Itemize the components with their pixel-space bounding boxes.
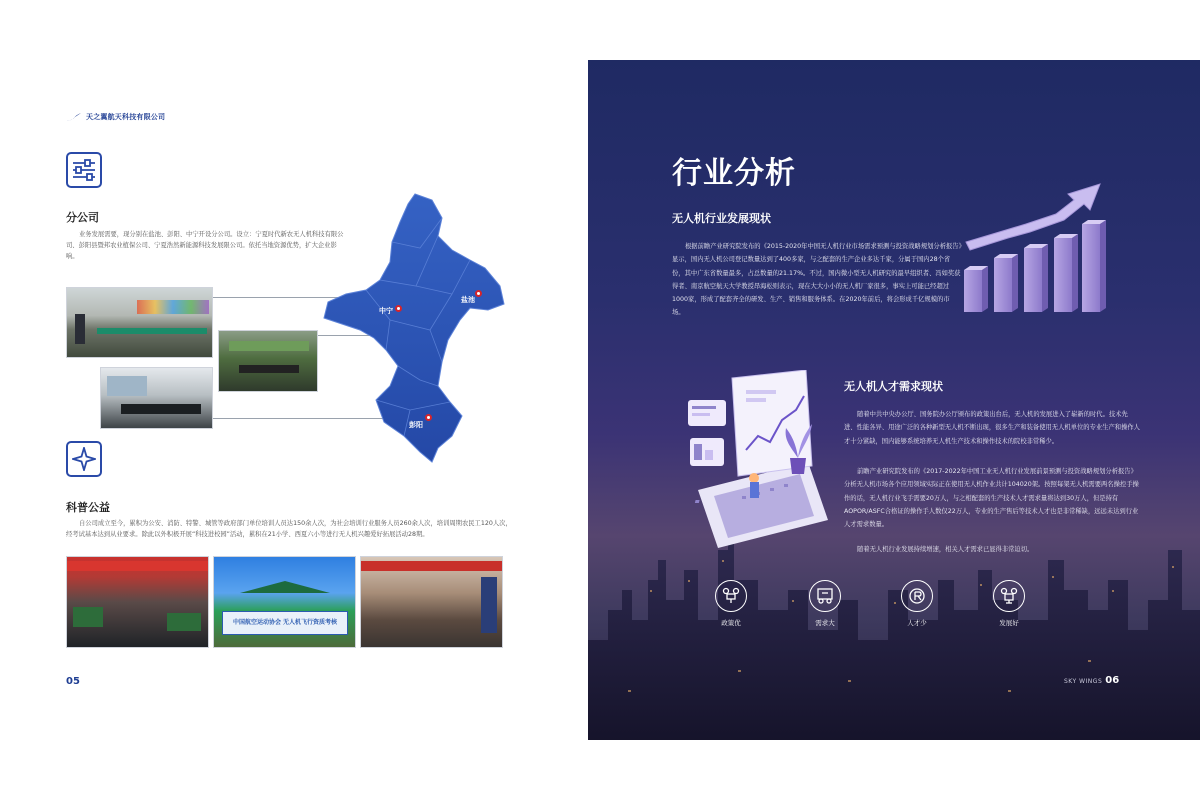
feature-label-demand: 需求大 xyxy=(815,619,835,627)
left-page xyxy=(0,0,588,800)
growth-bars-illustration xyxy=(960,180,1110,320)
charity-text: 自公司成立至今，累积为公安、消防、特警、城管等政府部门单位培训人员达150余人次，为社会培训行业服务人员260余人次，培训周期农民工120人次，经考试基本达到从业要求。除此以外积极开展“科技进校园”活动，累积在21小学、西夏六小等进行无人机兴趣爱好拓展活动28期。 xyxy=(66,520,512,538)
branch-photo-training-room xyxy=(66,287,213,358)
map-label-pengyang: 彭阳 xyxy=(409,421,423,429)
drone-policy-icon xyxy=(715,580,747,612)
industry-status-text: 根据前瞻产业研究院发布的《2015-2020年中国无人机行业市场需求预测与投资战略规划分析报告》显示，国内无人机公司登记数量达到了400多家，与之配套的生产企业多达千家，分属于国内28个省份，其中广东省数量最多，占总数量的21.17%。不过，国内微小型无人机研究的最早组织者、冯如奖获得者、南京航空航天大学教授昂海松则表示，现在大大小小的无人机厂家很多，事实上可能已经超过1000家，形成了配套齐全的研发、生产、销售和服务体系。在2020年前后，将会形成千亿规模的市场。 xyxy=(672,243,962,317)
branch-photo-drone-display xyxy=(218,330,318,392)
map-label-yanchi: 盐池 xyxy=(461,296,475,304)
brand-footer-text: SKY WINGS xyxy=(1064,678,1103,685)
feature-label-policy: 政策优 xyxy=(721,619,741,627)
feature-growth xyxy=(992,580,1026,627)
company-logo-text: 天之翼航天科技有限公司 xyxy=(86,113,166,121)
industry-status-subtitle: 无人机行业发展现状 xyxy=(672,212,771,225)
sliders-icon xyxy=(66,152,102,188)
talent-demand-text-2: 前瞻产业研究院发布的《2017-2022年中国工业无人机行业发展前景预测与投资战略规划分析报告》分析无人机市场各个应用领域实际正在使用无人机作业共计104020架。按照每架无人机需要两名操控手操作的话，无人机行业飞手需要20万人，与之相配套的生产技术人才需求量将达到30万人，但是持有AOPOR/ASFC合格证的操作手人数仅22万人，专业的生产售后等技术人才也是非常稀缺，远远未达到行业人才需求数量。 xyxy=(844,468,1139,529)
feature-policy xyxy=(714,580,748,627)
talent-demand-text-1: 随着中共中央办公厅、国务院办公厅颁布的政策出台后，无人机的发展进入了崭新的时代。技术先进、性能各异、用途广泛的各种新型无人机不断出现，很多生产和装备使用无人机单位的专业生产和操作人才十分紧缺，国内能够系统培养无人机生产技术和操作技术的院校非常稀少。 xyxy=(844,411,1140,445)
page-footer-right xyxy=(1064,675,1119,686)
branch-text: 业务发展需要，现分别在盐池、彭阳、中宁开设分公司。设立：宁夏时代新农无人机科技有限公司、彭阳县暨邦农业植保公司、宁夏浩然新能源科技发展限公司。依托当地资源优势，扩大企业影响。 xyxy=(66,231,344,260)
company-logo-icon xyxy=(66,112,82,122)
company-logo xyxy=(66,112,165,122)
industry-analysis-title: 行业分析 xyxy=(672,156,796,191)
drone-talent-icon xyxy=(901,580,933,612)
map-pin-yanchi xyxy=(475,290,482,297)
charity-title: 科普公益 xyxy=(66,501,110,514)
map-label-zhongning: 中宁 xyxy=(379,307,393,315)
talent-demand-text-3: 随着无人机行业发展持续增速，相关人才需求已显得非常迫切。 xyxy=(857,546,1034,553)
potted-plant-illustration xyxy=(780,418,816,476)
feature-talent xyxy=(900,580,934,627)
page-number-right: 06 xyxy=(1105,675,1120,686)
charity-photo-outdoor-group xyxy=(213,556,356,648)
branch-photo-drone-workshop xyxy=(100,367,213,429)
drone-demand-icon xyxy=(809,580,841,612)
map-pin-zhongning xyxy=(395,305,402,312)
right-page xyxy=(588,60,1200,740)
map-pin-pengyang xyxy=(425,414,432,421)
feature-demand xyxy=(808,580,842,627)
feature-label-growth: 发展好 xyxy=(999,619,1019,627)
charity-photo-classroom xyxy=(66,556,209,648)
branch-title: 分公司 xyxy=(66,211,99,224)
feature-label-talent: 人才少 xyxy=(907,619,927,627)
star-compass-icon xyxy=(66,441,102,477)
page-number-left: 05 xyxy=(66,676,80,687)
talent-demand-subtitle: 无人机人才需求现状 xyxy=(844,380,943,393)
charity-photo-lecture xyxy=(360,556,503,648)
charity-banner-text: 中国航空运动协会 无人机飞行资质考核 xyxy=(232,619,338,626)
drone-growth-icon xyxy=(993,580,1025,612)
